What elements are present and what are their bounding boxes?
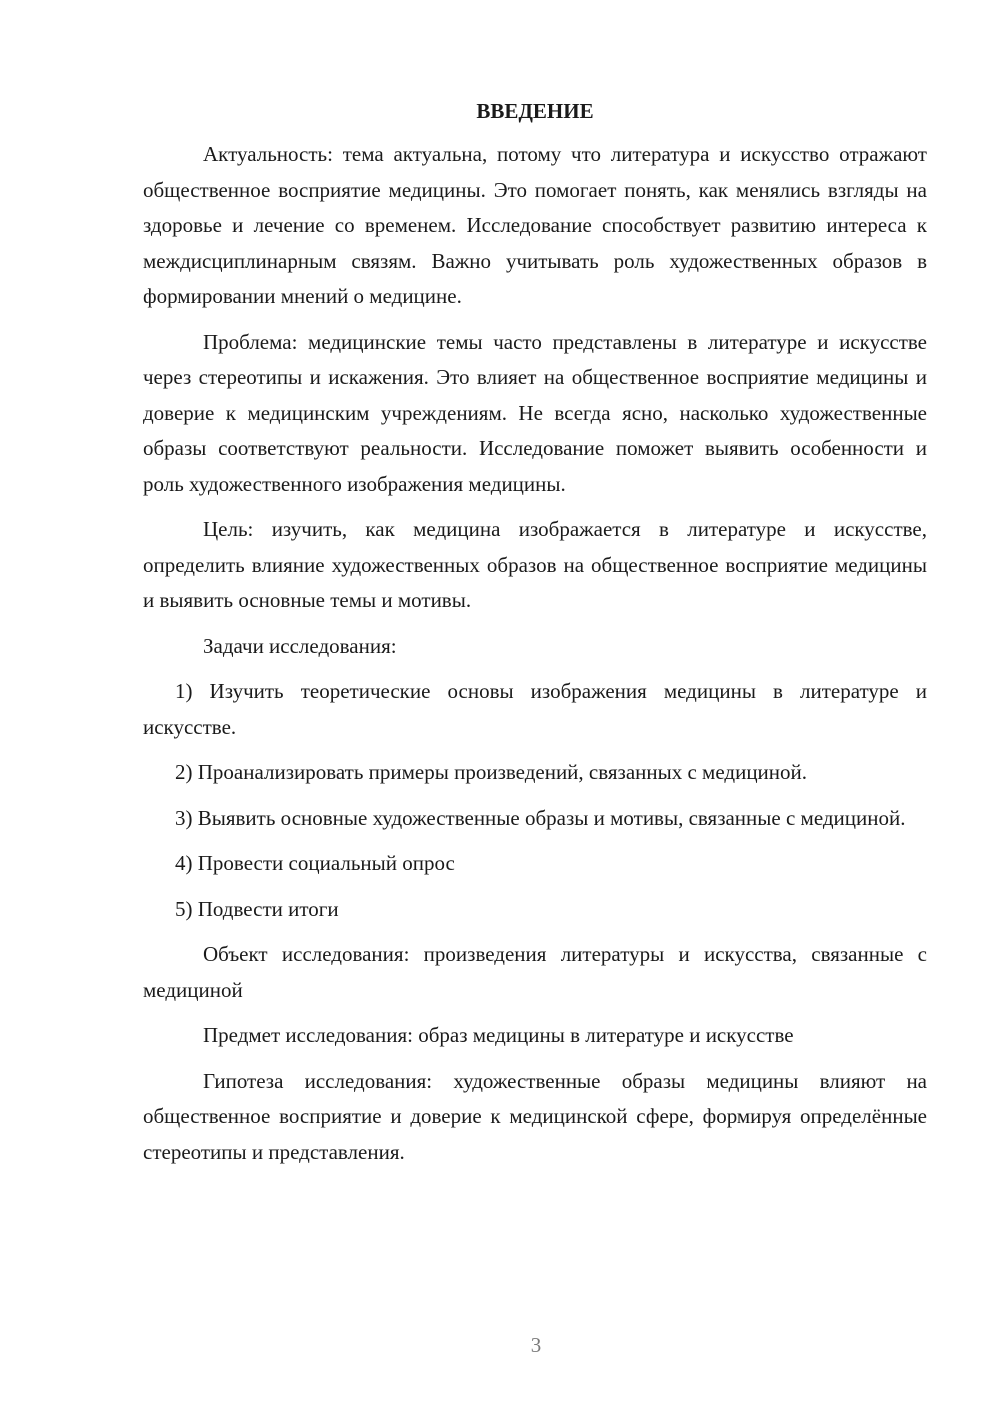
- list-item-task-3: 3) Выявить основные художественные образы и мотивы, связанные с медициной.: [175, 805, 906, 830]
- list-item-task-1: 1) Изучить теоретические основы изображения медицины в литературе и искусстве.: [143, 679, 927, 739]
- paragraph-object: Объект исследования: произведения литературы и искусства, связанные с медициной: [143, 942, 927, 1002]
- tasks-heading: Задачи исследования:: [203, 633, 397, 658]
- paragraph-hypothesis: Гипотеза исследования: художественные образы медицины влияют на общественное восприятие и доверие к медицинской сфере, формируя определённые стереотипы и представления.: [143, 1068, 927, 1164]
- page-title: ВВЕДЕНИЕ: [476, 99, 594, 123]
- paragraph-goal: Цель: изучить, как медицина изображается в литературе и искусстве, определить влияние художественных образов на общественное восприятие медицины и выявить основные темы и мотивы.: [143, 517, 927, 612]
- page-content: [143, 96, 927, 1180]
- list-item-task-2: 2) Проанализировать примеры произведений, связанных с медициной.: [175, 760, 808, 784]
- paragraph-subject: Предмет исследования: образ медицины в литературе и искусстве: [203, 1023, 794, 1047]
- page-number: 3: [530, 1333, 542, 1357]
- paragraph-problem: Проблема: медицинские темы часто представлены в литературе и искусстве через стереотипы и искажения. Это влияет на общественное восприятие медицины и доверие к медицинским учреждениям. Не всегда ясно, насколько художественные образы соответствуют реальности. Исследование поможет выявить особенности и роль художественного изображения медицины.: [143, 329, 927, 496]
- paragraph-relevance: Актуальность: тема актуальна, потому что литература и искусство отражают общественное восприятие медицины. Это помогает понять, как менялись взгляды на здоровье и лечение со временем. Исследование способствует развитию интереса к междисциплинарным связям. Важно учитывать роль художественных образов в формировании мнений о медицине.: [143, 142, 927, 308]
- list-item-task-4: 4) Провести социальный опрос: [175, 851, 455, 875]
- list-item-task-5: 5) Подвести итоги: [175, 896, 339, 921]
